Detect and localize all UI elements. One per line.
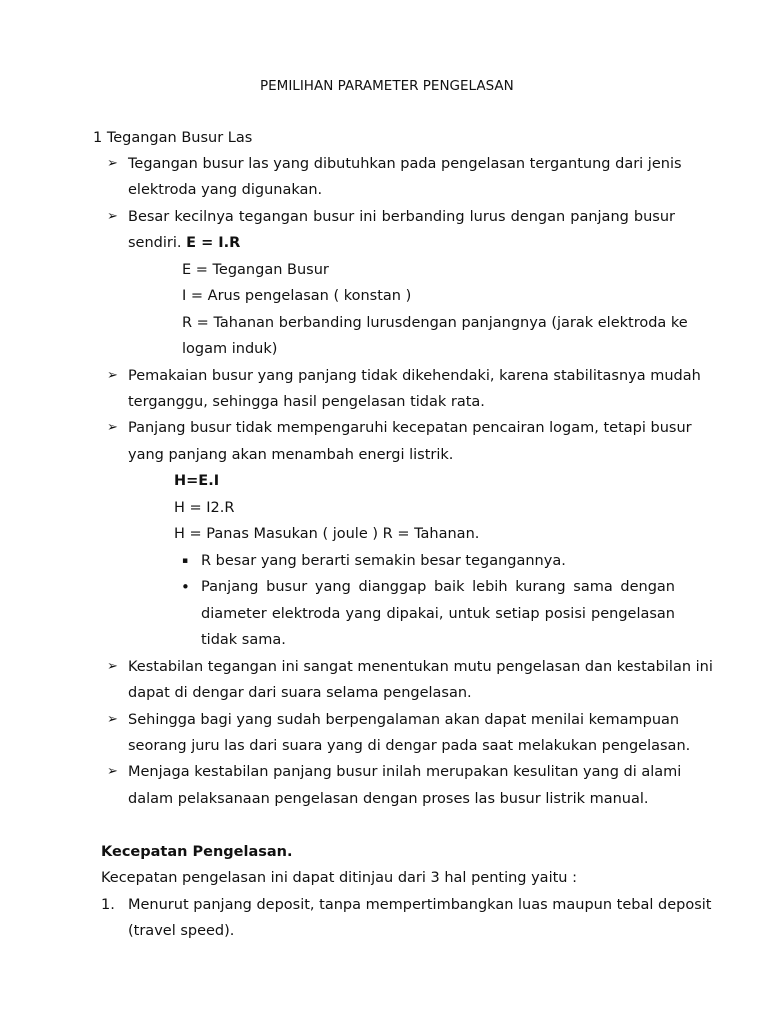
sub-bullet-text: tidak sama. bbox=[201, 632, 286, 648]
bullet-text: Sehingga bagi yang sudah berpengalaman akan dapat menilai kemampuan bbox=[128, 712, 680, 728]
list-item-text: Menurut panjang deposit, tanpa mempertimbangkan luas maupun tebal deposit bbox=[128, 897, 712, 913]
bullet-text: dapat di dengar dari suara selama pengelasan. bbox=[128, 685, 472, 701]
formula-h-ei: H=E.I bbox=[174, 473, 220, 489]
bullet-text: dalam pelaksanaan pengelasan dengan proses las busur listrik manual. bbox=[128, 791, 649, 807]
definition-i: I = Arus pengelasan ( konstan ) bbox=[182, 288, 412, 304]
arrow-bullet-icon: ➢ bbox=[107, 209, 118, 224]
bullet-text: terganggu, sehingga hasil pengelasan tidak rata. bbox=[128, 394, 485, 410]
arrow-bullet-icon: ➢ bbox=[107, 712, 118, 727]
bullet-text: Kestabilan tegangan ini sangat menentukan mutu pengelasan dan kestabilan ini bbox=[128, 659, 713, 675]
section-heading-tegangan: 1 Tegangan Busur Las bbox=[93, 130, 253, 146]
arrow-bullet-icon: ➢ bbox=[107, 764, 118, 779]
arrow-bullet-icon: ➢ bbox=[107, 659, 118, 674]
arrow-bullet-icon: ➢ bbox=[107, 156, 118, 171]
sub-bullet-text: R besar yang berarti semakin besar tegangannya. bbox=[201, 553, 566, 569]
formula-e-ir: E = I.R bbox=[186, 235, 241, 251]
bullet-text: seorang juru las dari suara yang di dengar pada saat melakukan pengelasan. bbox=[128, 738, 691, 754]
definition-r: logam induk) bbox=[182, 341, 278, 357]
sub-bullet-text: diameter elektroda yang dipakai, untuk setiap posisi pengelasan bbox=[201, 606, 675, 622]
list-item-text: (travel speed). bbox=[128, 923, 235, 939]
arrow-bullet-icon: ➢ bbox=[107, 420, 118, 435]
round-bullet-icon: • bbox=[181, 578, 190, 596]
square-bullet-icon: ▪ bbox=[182, 556, 189, 566]
list-number: 1. bbox=[101, 897, 115, 913]
section-heading-kecepatan: Kecepatan Pengelasan. bbox=[101, 844, 293, 860]
bullet-text: Besar kecilnya tegangan busur ini berbanding lurus dengan panjang busur bbox=[128, 209, 675, 225]
definition-r: R = Tahanan berbanding lurusdengan panjangnya (jarak elektroda ke bbox=[182, 315, 688, 331]
arrow-bullet-icon: ➢ bbox=[107, 368, 118, 383]
page-title: PEMILIHAN PARAMETER PENGELASAN bbox=[260, 78, 514, 94]
bullet-text: Panjang busur tidak mempengaruhi kecepatan pencairan logam, tetapi busur bbox=[128, 420, 692, 436]
definition-e: E = Tegangan Busur bbox=[182, 262, 329, 278]
bullet-text: Pemakaian busur yang panjang tidak dikehendaki, karena stabilitasnya mudah bbox=[128, 368, 701, 384]
bullet-text: sendiri. E = I.R bbox=[128, 235, 241, 251]
bullet-text: Tegangan busur las yang dibutuhkan pada pengelasan tergantung dari jenis bbox=[128, 156, 682, 172]
bullet-text: Menjaga kestabilan panjang busur inilah merupakan kesulitan yang di alami bbox=[128, 764, 682, 780]
formula-h-i2r: H = I2.R bbox=[174, 500, 235, 516]
formula-definitions: H = Panas Masukan ( joule ) R = Tahanan. bbox=[174, 526, 480, 542]
sub-bullet-text: Panjang busur yang dianggap baik lebih kurang sama dengan bbox=[201, 579, 675, 595]
bullet-text: elektroda yang digunakan. bbox=[128, 182, 323, 198]
bullet-text: yang panjang akan menambah energi listrik. bbox=[128, 447, 454, 463]
section-intro: Kecepatan pengelasan ini dapat ditinjau dari 3 hal penting yaitu : bbox=[101, 870, 577, 886]
